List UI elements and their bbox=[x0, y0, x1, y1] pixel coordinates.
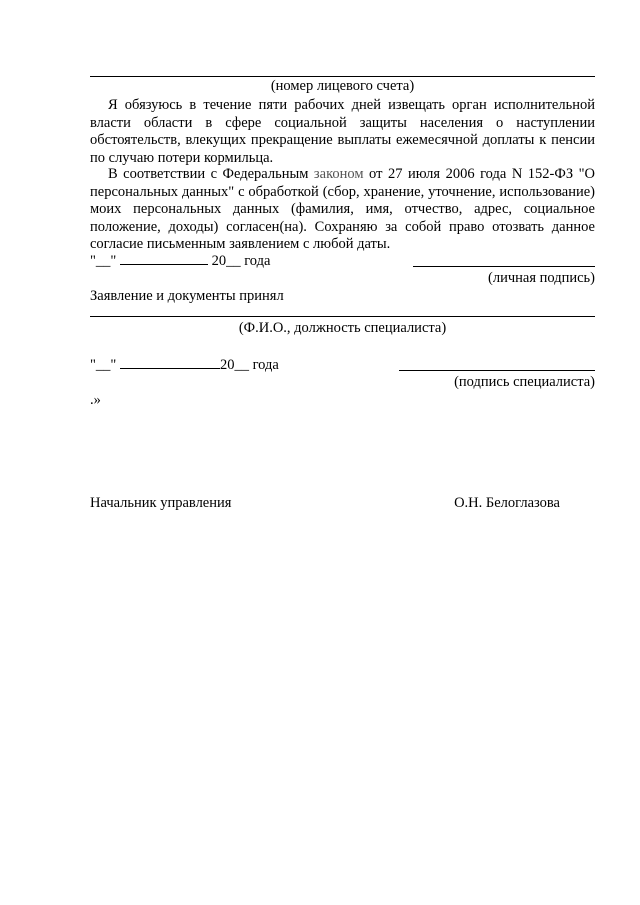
applicant-date-month-line bbox=[120, 264, 208, 265]
applicant-date bbox=[90, 253, 270, 271]
obligation-paragraph: Я обязуюсь в течение пяти рабочих дней извещать орган исполнительной власти области в сфере социальной защиты населения о наступлении обстоятельств, влекущих прекращение выплаты ежемесячной доплаты к пенсии по случаю потери кормильца. bbox=[90, 97, 595, 166]
federal-law-link[interactable]: законом bbox=[313, 166, 364, 182]
consent-text-end: от 27 июля 2006 года N 152-ФЗ "О персональных данных" с обработкой (сбор, хранение, уточнение, использование) моих персональных данных (фамилия, имя, отчество, адрес, социальное положение, доходы) согласен(на). Сохраняю за собой право отозвать данное согласие письменным заявлением с любой даты. bbox=[90, 166, 595, 252]
specialist-date-day: "__" bbox=[90, 357, 120, 373]
applicant-date-day: "__" bbox=[90, 253, 120, 269]
account-number-line bbox=[90, 76, 595, 77]
specialist-name-caption: (Ф.И.О., должность специалиста) bbox=[238, 320, 447, 336]
footer-signature-row bbox=[90, 495, 560, 513]
consent-paragraph bbox=[90, 166, 595, 254]
account-number-caption: (номер лицевого счета) bbox=[270, 78, 415, 94]
applicant-signature-line bbox=[413, 266, 595, 267]
closing-mark: .» bbox=[90, 392, 101, 408]
applicant-signature-caption: (личная подпись) bbox=[488, 270, 595, 286]
specialist-sign-row bbox=[90, 357, 595, 375]
specialist-date bbox=[90, 357, 279, 375]
applicant-sign-row bbox=[90, 253, 595, 271]
consent-text-start: В соответствии с Федеральным bbox=[108, 166, 314, 182]
specialist-date-year: 20__ года bbox=[219, 357, 279, 373]
specialist-signature-caption: (подпись специалиста) bbox=[454, 374, 595, 390]
applicant-date-year: 20__ года bbox=[211, 253, 271, 269]
specialist-name-line bbox=[90, 316, 595, 317]
footer-position: Начальник управления bbox=[90, 495, 232, 511]
specialist-date-month-line bbox=[120, 368, 220, 369]
specialist-signature-line bbox=[399, 370, 595, 371]
footer-name: О.Н. Белоглазова bbox=[454, 495, 560, 511]
acceptance-heading: Заявление и документы принял bbox=[90, 288, 284, 304]
